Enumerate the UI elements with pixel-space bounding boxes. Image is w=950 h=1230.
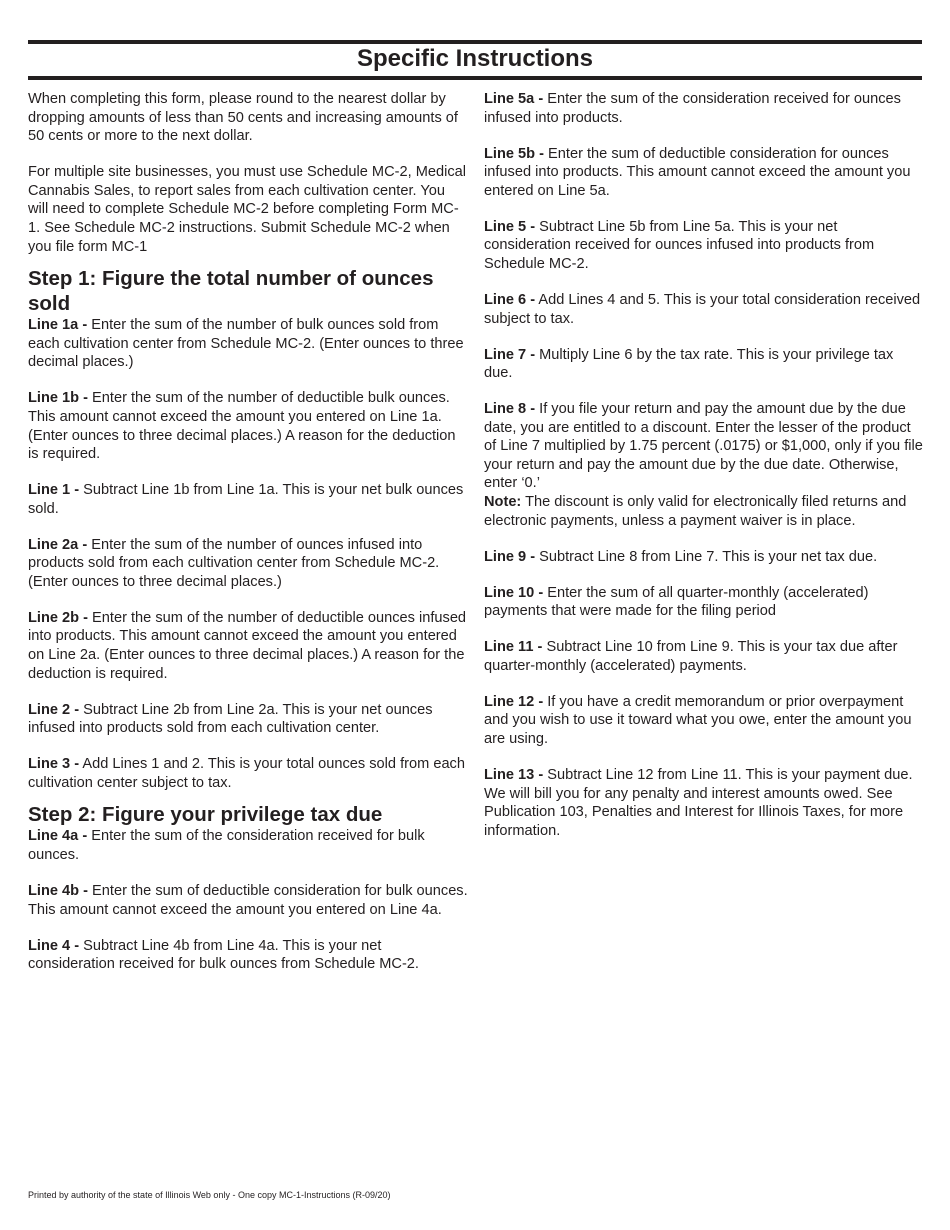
note-label: Note: bbox=[484, 494, 522, 511]
rounding-paragraph: When completing this form, please round to the nearest dollar by dropping amounts of less than 50 cents and increasing amounts of 50 cents or more to the next dollar. bbox=[28, 91, 458, 145]
line-label: Line 2 - bbox=[28, 701, 80, 718]
line-label: Line 10 - bbox=[484, 584, 544, 601]
line-label: Line 5a - bbox=[484, 91, 544, 107]
line-4b-instruction bbox=[28, 882, 468, 919]
line-text: Subtract Line 4b from Line 4a. This is your net consideration received for bulk ounces from Schedule MC-2. bbox=[28, 937, 419, 973]
print-authority-footer: Printed by authority of the state of Illinois Web only - One copy MC-1-Instructions (R-09/20) bbox=[28, 1190, 391, 1200]
line-9-instruction bbox=[484, 548, 924, 567]
line-1-instruction bbox=[28, 481, 468, 518]
step2-heading: Step 2: Figure your privilege tax due bbox=[28, 803, 383, 827]
line-6-instruction bbox=[484, 291, 924, 328]
line-text: Enter the sum of all quarter-monthly (accelerated) payments that were made for the filing period bbox=[484, 584, 869, 620]
line-text: Enter the sum of the number of deductible bulk ounces. This amount cannot exceed the amount you entered on Line 1a. (Enter ounces to three decimal places.) A reason for the deduction is required. bbox=[28, 390, 456, 463]
line-text: Add Lines 1 and 2. This is your total ounces sold from each cultivation center subject to tax. bbox=[28, 756, 465, 791]
line-4a-instruction bbox=[28, 827, 468, 864]
line-1b-instruction bbox=[28, 389, 468, 463]
line-text: Subtract Line 1b from Line 1a. This is your net bulk ounces sold. bbox=[28, 482, 464, 517]
line-13-instruction bbox=[484, 766, 924, 840]
line-2b-instruction bbox=[28, 609, 468, 683]
line-5-instruction bbox=[484, 218, 924, 274]
line-text: Subtract Line 2b from Line 2a. This is your net ounces infused into products sold from each cultivation center. bbox=[28, 701, 433, 737]
line-label: Line 2a - bbox=[28, 536, 88, 553]
line-text: Multiply Line 6 by the tax rate. This is your privilege tax due. bbox=[484, 346, 894, 382]
line-label: Line 5 - bbox=[484, 218, 536, 235]
line-label: Line 2b - bbox=[28, 609, 88, 626]
right-column bbox=[484, 90, 924, 858]
line-label: Line 1a - bbox=[28, 317, 88, 334]
left-column bbox=[28, 90, 468, 991]
multiple-site-paragraph: For multiple site businesses, you must use Schedule MC-2, Medical Cannabis Sales, to report sales from each cultivation center. You will need to complete Schedule MC-2 before completing Form MC-1. See Schedule MC-2 instructions. Submit Schedule MC-2 when you file form MC-1 bbox=[28, 164, 466, 255]
line-text: Enter the sum of the consideration received for ounces infused into products. bbox=[484, 91, 901, 126]
line-label: Line 5b - bbox=[484, 145, 544, 162]
line-label: Line 4b - bbox=[28, 882, 88, 899]
line-8-instruction bbox=[484, 400, 924, 493]
line-2a-instruction bbox=[28, 536, 468, 592]
page-title: Specific Instructions bbox=[356, 45, 594, 72]
line-label: Line 7 - bbox=[484, 346, 536, 363]
line-label: Line 6 - bbox=[484, 291, 536, 308]
line-10-instruction bbox=[484, 584, 924, 621]
line-12-instruction bbox=[484, 693, 924, 749]
line-label: Line 4a - bbox=[28, 828, 88, 845]
line-text: Enter the sum of the consideration received for bulk ounces. bbox=[28, 828, 425, 863]
title-bottom-rule bbox=[28, 76, 922, 80]
line-text: Subtract Line 5b from Line 5a. This is your net consideration received for ounces infused into products from Schedule MC-2. bbox=[484, 218, 875, 272]
line-3-instruction bbox=[28, 755, 468, 792]
line-text: Enter the sum of the number of deductible ounces infused into products. This amount cannot exceed the amount you entered on Line 2a. (Enter ounces to three decimal places.) A reason for the deduction is required. bbox=[28, 609, 467, 682]
line-text: Enter the sum of deductible consideration for bulk ounces. This amount cannot exceed the amount you entered on Line 4a. bbox=[28, 882, 468, 918]
line-label: Line 9 - bbox=[484, 548, 536, 565]
line-5a-instruction bbox=[484, 90, 924, 127]
line-5b-instruction bbox=[484, 145, 924, 201]
line-4-instruction bbox=[28, 937, 468, 974]
line-label: Line 1 - bbox=[28, 482, 80, 499]
line-label: Line 13 - bbox=[484, 766, 544, 783]
line-text: Enter the sum of deductible consideration for ounces infused into products. This amount cannot exceed the amount you entered on Line 5a. bbox=[484, 145, 911, 199]
line-1a-instruction bbox=[28, 316, 468, 372]
line-7-instruction bbox=[484, 346, 924, 383]
line-label: Line 3 - bbox=[28, 756, 80, 773]
line-label: Line 12 - bbox=[484, 693, 544, 710]
line-label: Line 4 - bbox=[28, 937, 80, 954]
line-11-instruction bbox=[484, 638, 924, 675]
line-text: Enter the sum of the number of ounces infused into products sold from each cultivation center from Schedule MC-2. (Enter ounces to three decimal places.) bbox=[28, 536, 440, 590]
line-label: Line 11 - bbox=[484, 639, 543, 656]
line-text: Subtract Line 12 from Line 11. This is your payment due. We will bill you for any penalty and interest amounts owed. See Publication 103, Penalties and Interest for Illinois Taxes, for more information. bbox=[484, 766, 913, 839]
line-text: If you have a credit memorandum or prior overpayment and you wish to use it toward what you owe, enter the amount you are using. bbox=[484, 693, 912, 747]
line-2-instruction bbox=[28, 701, 468, 738]
discount-note bbox=[484, 493, 924, 530]
note-text: The discount is only valid for electronically filed returns and electronic payments, unless a payment waiver is in place. bbox=[484, 494, 907, 529]
line-text: Subtract Line 8 from Line 7. This is your net tax due. bbox=[535, 548, 878, 565]
line-text: If you file your return and pay the amount due by the due date, you are entitled to a discount. Enter the lesser of the product of Line 7 multiplied by 1.75 percent (.0175) or $1,000, only if you file your return and pay the amount due by the due date. Otherwise, enter ‘0.’ bbox=[484, 401, 923, 492]
line-text: Enter the sum of the number of bulk ounces sold from each cultivation center from Schedule MC-2. (Enter ounces to three decimal places.) bbox=[28, 317, 464, 371]
line-text: Subtract Line 10 from Line 9. This is your tax due after quarter-monthly (accelerated) payments. bbox=[484, 639, 898, 674]
step1-heading: Step 1: Figure the total number of ounces sold bbox=[28, 267, 434, 316]
line-text: Add Lines 4 and 5. This is your total consideration received subject to tax. bbox=[484, 291, 921, 327]
line-label: Line 8 - bbox=[484, 401, 536, 418]
line-label: Line 1b - bbox=[28, 390, 88, 407]
